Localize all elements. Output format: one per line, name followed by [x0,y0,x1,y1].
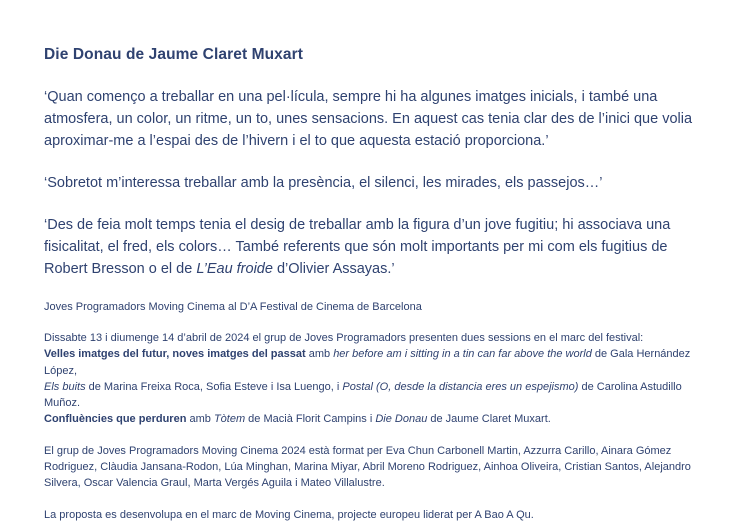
section-heading: Joves Programadors Moving Cinema al D’A Festival de Cinema de Barcelona [44,301,422,314]
session-1-end-2: de Carolina Astudillo Muñoz. [44,380,682,410]
session-1-end: de Gala Hernández López, [44,348,691,377]
session-2-title: Confluències que perduren [44,413,187,426]
group-members-paragraph: El grup de Joves Programadors Moving Cinema 2024 està format per Eva Chun Carbonell Martin, Azzurra Carillo, Ainara Gómez Rodriguez, Clàudia Jansana-Rodon, Lúa Minghan, Marina Miyar, Abril Moreno Rodriguez, Ainhoa Oliveira, Cristian Santos, Alejandro Silvera, Oscar Valencia Graul, Marta Vergés Aguila i Mateo Villalustre. [44,444,691,490]
session-1-mid-2: de Marina Freixa Roca, Sofia Esteve i Isa Luengo, i [85,380,343,393]
session-1-film-3: Postal (O, desde la distancia eres un espejismo) [342,380,579,393]
quote-paragraph-3 [44,214,693,280]
session-1-mid: amb [305,348,334,361]
session-2-film-1: Tòtem [213,413,246,426]
quote3-part1: ‘Des de feia molt temps tenia el desig de treballar amb la figura d’un jove fugitiu; hi associava una fisicalitat, el fred, els colors… També referents que són molt importants per mi com els fugitius de Robert Bresson o el de [44,217,671,278]
page-title-rest: de Jaume Claret Muxart [121,46,304,63]
session-1-film-1: her before am i sitting in a tin can far above the world [333,348,592,361]
quote3-part2: d’Olivier Assayas.’ [272,261,395,278]
sessions-intro: Dissabte 13 i diumenge 14 d’abril de 2024 el grup de Joves Programadors presenten dues sessions en el marc del festival: [44,332,644,345]
quote-paragraph-2: ‘Sobretot m’interessa treballar amb la presència, el silenci, les mirades, els passejos…’ [44,175,603,192]
page-title [44,46,693,64]
quote3-italic-title: L’Eau froide [196,261,273,278]
footer-paragraph: La proposta es desenvolupa en el marc de Moving Cinema, projecte europeu liderat per A Bao A Qu. [44,508,534,521]
session-2-mid-2: de Macià Florit Campins i [245,413,376,426]
sessions-paragraph [44,330,693,428]
session-2-mid: amb [186,413,214,426]
quote-paragraph-1: ‘Quan començo a treballar en una pel·lícula, sempre hi ha algunes imatges inicials, i també una atmosfera, un color, un ritme, un to, unes sensacions. En aquest cas tenia clar des de l’inici que volia aproximar-me a l’espai des de l’hivern i el to que aquesta estació proporciona.’ [44,89,693,150]
session-1-title: Velles imatges del futur, noves imatges del passat [44,348,306,361]
page-title-film: Die Donau [44,46,122,63]
session-2-film-2: Die Donau [375,413,428,426]
session-1-film-2: Els buits [44,380,86,393]
session-2-end: de Jaume Claret Muxart. [427,413,551,426]
